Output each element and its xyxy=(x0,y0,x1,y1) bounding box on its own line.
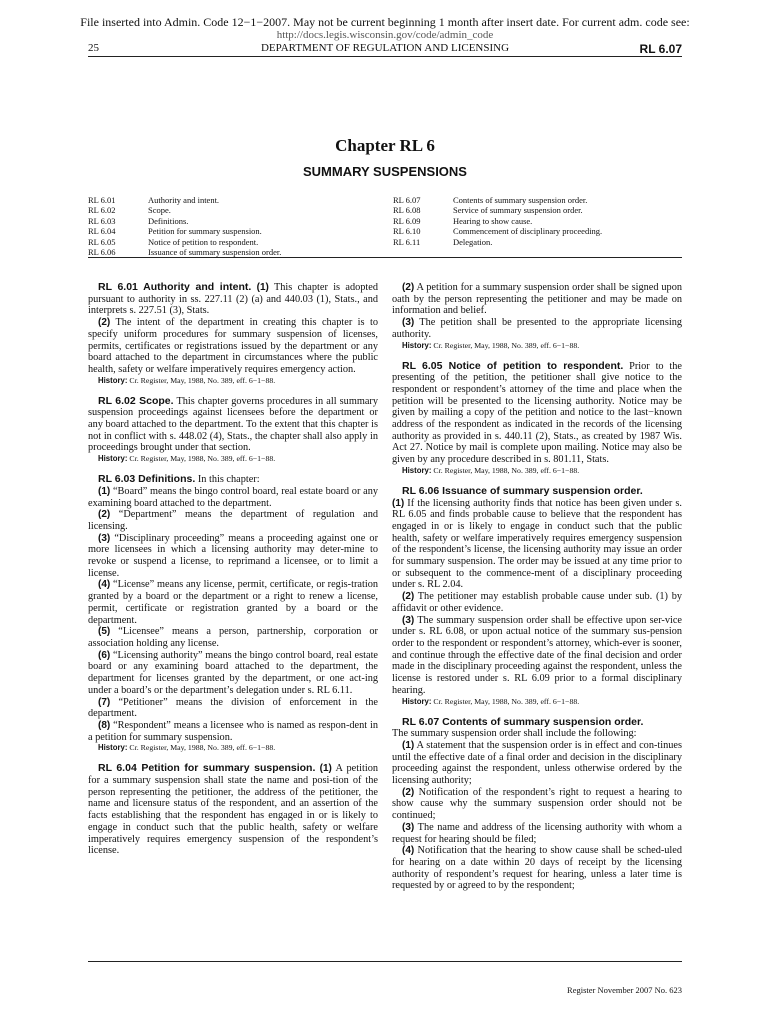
toc-row xyxy=(393,226,602,236)
running-section: RL 6.07 xyxy=(639,42,682,56)
order-content-item xyxy=(392,787,682,822)
section-heading: RL 6.01 Authority and intent. xyxy=(98,281,252,293)
sub-label: (1) xyxy=(319,763,332,775)
footer-divider xyxy=(88,961,682,962)
section-6-06-p2 xyxy=(392,591,682,614)
sub-label: (1) xyxy=(402,739,415,751)
history-label: History: xyxy=(402,696,432,706)
section-6-06-p1 xyxy=(392,498,682,592)
toc-row xyxy=(88,226,281,236)
toc-row xyxy=(88,216,281,226)
toc-title: Notice of petition to respondent. xyxy=(148,236,259,247)
chapter-title: Chapter RL 6 xyxy=(335,136,435,155)
history-label: History: xyxy=(402,465,432,475)
toc-row xyxy=(88,205,281,215)
history-note xyxy=(98,376,378,386)
sub-label: (2) xyxy=(402,591,415,603)
section-text: A petition for a summary suspension order shall be signed upon oath by the person representing the petitioner and may be made on information and belief. xyxy=(392,282,682,317)
section-6-04-p2 xyxy=(392,282,682,317)
toc-title: Delegation. xyxy=(453,236,493,247)
section-text: This chapter governs procedures in all summary suspension proceedings against licensees before the department or any board attached to the department. To the extent that this chapter is not in conflict with s. 448.02 (4), Stats., the chapter shall also apply in proceedings brought under that section. xyxy=(88,395,378,454)
definition-item xyxy=(88,486,378,509)
toc-row xyxy=(393,237,602,247)
item-text: A statement that the suspension order is in effect and con-tinues until the effective date of a final order and decision in the disciplinary proceeding against the respondent, unless otherwise ordered by the licensing authority; xyxy=(392,739,682,787)
sub-label: (3) xyxy=(402,614,415,626)
toc-title: Authority and intent. xyxy=(148,195,220,205)
toc-number: RL 6.11 xyxy=(393,236,421,247)
section-6-03-intro xyxy=(88,474,378,486)
section-6-06-heading xyxy=(392,486,682,498)
sub-label: (8) xyxy=(98,719,111,731)
definition-item xyxy=(88,533,378,580)
history-label: History: xyxy=(98,454,128,464)
toc-row xyxy=(393,205,602,215)
sub-label: (2) xyxy=(402,282,415,293)
section-heading: RL 6.05 Notice of petition to respondent. xyxy=(402,359,624,372)
toc-number: RL 6.03 xyxy=(88,215,116,226)
section-text: A petition for a summary suspension shall state the name and posi-tion of the person representing the petitioner, the address of the petitioner, the name and licensure status of the respondent, and an assertion of the facts establishing that the respondent has engaged in or is likely to engage in conduct such that the public health, safety or welfare imperatively requires emergency suspension of the respondent’s license. xyxy=(88,763,378,857)
history-note xyxy=(402,341,682,351)
toc-title: Definitions. xyxy=(148,215,189,226)
definition-text: “Department” means the department of regulation and licensing. xyxy=(88,509,378,532)
history-label: History: xyxy=(98,375,128,385)
section-text: The petition shall be presented to the appropriate licensing authority. xyxy=(392,317,682,340)
order-content-item xyxy=(392,822,682,845)
section-6-06-p3 xyxy=(392,615,682,697)
definition-text: “Respondent” means a licensee who is named as respon-dent in a petition for summary suspension. xyxy=(88,719,378,743)
toc-row xyxy=(88,237,281,247)
toc-number: RL 6.01 xyxy=(88,195,116,205)
toc-number: RL 6.09 xyxy=(393,215,421,226)
running-header xyxy=(88,42,682,57)
section-text: The petitioner may establish probable cause under sub. (1) by affidavit or other evidence. xyxy=(392,591,682,614)
toc-row xyxy=(88,247,281,257)
sub-label: (6) xyxy=(98,649,111,661)
item-text: Notification that the hearing to show cause shall be sched-uled for hearing on a date within 20 days of receipt by the licensing authority of respondent’s request for hearing, unless a later time is requested by or agreed to by the respondent; xyxy=(392,845,682,892)
sub-label: (1) xyxy=(392,497,405,509)
toc-title: Issuance of summary suspension order. xyxy=(148,247,282,258)
definition-text: “Petitioner” means the division of enforcement in the department. xyxy=(88,696,378,720)
sub-label: (2) xyxy=(98,317,111,329)
body-left-column xyxy=(88,282,378,857)
sub-label: (1) xyxy=(98,485,111,497)
page-number: 25 xyxy=(88,42,99,54)
history-note xyxy=(98,454,378,464)
definition-text: “License” means any license, permit, certificate, or regis-tration granted by a board or the department or a right to renew a license, permit, certificate or registration granted by a board or the department. xyxy=(88,579,378,626)
section-text: The summary suspension order shall be effective upon ser-vice under s. RL 6.08, or upon actual notice of the summary sus-pension order to the respondent or respondent’s attorney, which-ever is sooner, and continue through the effective date of the final decision and order made in the disciplinary proceeding against the respondent, unless the license is restored under s. RL 6.09 prior to a formal disciplinary hearing. xyxy=(392,614,682,696)
history-note xyxy=(402,466,682,476)
section-heading: RL 6.02 Scope. xyxy=(98,394,174,407)
history-text: Cr. Register, May, 1988, No. 389, eff. 6−1−88. xyxy=(127,743,276,753)
sub-label: (7) xyxy=(98,696,111,708)
register-footer: Register November 2007 No. 623 xyxy=(567,985,682,995)
department-name: DEPARTMENT OF REGULATION AND LICENSING xyxy=(260,42,510,54)
definition-item xyxy=(88,697,378,720)
section-text: Prior to the presenting of the petition, the petitioner shall give notice to the respondent or respondent’s attorney of the time and place when the petition will be presented to the licensing authority. Notice may be given by mailing a copy of the petition and notice to the last−known address of the respondent as indicated in the records of the licensing authority as provided in s. 440.11 (2), Stats., as created by 1987 Wis. Act 27. Notice by mail is complete upon mailing. Notice may also be given by any procedure described in s. 801.11, Stats. xyxy=(392,360,682,466)
definition-item xyxy=(88,509,378,532)
toc-number: RL 6.08 xyxy=(393,205,421,216)
toc-title: Petition for summary suspension. xyxy=(148,226,262,237)
history-text: Cr. Register, May, 1988, No. 389, eff. 6−1−88. xyxy=(431,696,580,706)
definition-item xyxy=(88,626,378,649)
section-heading: RL 6.07 Contents of summary suspension order. xyxy=(402,715,644,728)
section-6-01-p2 xyxy=(88,317,378,376)
toc-number: RL 6.10 xyxy=(393,226,421,237)
section-text: This chapter is adopted pursuant to authority in ss. 227.11 (2) (a) and 440.03 (1), Stats., and interprets s. 227.51 (3), Stats. xyxy=(88,282,378,317)
toc-title: Commencement of disciplinary proceeding. xyxy=(453,226,603,237)
toc-number: RL 6.02 xyxy=(88,205,116,216)
definition-item xyxy=(88,650,378,697)
definition-text: “Board” means the bingo control board, real estate board or any examining board attached to the department. xyxy=(88,485,378,509)
body-right-column xyxy=(392,282,682,892)
section-6-02 xyxy=(88,396,378,455)
item-text: The name and address of the licensing authority with whom a request for hearing should be filed; xyxy=(392,821,682,845)
item-text: Notification of the respondent’s right to request a hearing to show cause why the summary suspension order should not be continued; xyxy=(392,786,682,822)
toc-number: RL 6.06 xyxy=(88,247,116,258)
sub-label: (2) xyxy=(98,509,111,521)
history-label: History: xyxy=(402,340,432,350)
definition-text: “Licensing authority” means the bingo control board, real estate board or any examining board attached to the department, the department for licenses granted by the department, or one act-ing under a board’s or the department’s delegation under s. RL 6.11. xyxy=(88,649,378,696)
history-text: Cr. Register, May, 1988, No. 389, eff. 6−1−88. xyxy=(431,340,580,350)
section-6-07-heading xyxy=(392,717,682,729)
toc-title: Hearing to show cause. xyxy=(453,215,533,226)
section-6-05 xyxy=(392,361,682,466)
section-heading: RL 6.04 Petition for summary suspension. xyxy=(98,762,316,775)
toc-row xyxy=(393,216,602,226)
toc-title: Scope. xyxy=(148,205,171,216)
section-text: The intent of the department in creating this chapter is to specify uniform procedures for summary suspension of licenses, permits, certificates or registrations issued by the department or any board attached to the department in circumstances where the public health, safety or welfare imperatively requires emergency action. xyxy=(88,317,378,375)
history-note xyxy=(402,697,682,707)
insert-notice-text: File inserted into Admin. Code 12−1−2007. May not be current beginning 1 month after insert date. For current adm. code see: xyxy=(80,15,690,29)
section-heading: RL 6.03 Definitions. xyxy=(98,473,196,486)
order-content-item xyxy=(392,845,682,892)
section-6-04-p3 xyxy=(392,317,682,340)
definition-item xyxy=(88,720,378,743)
definition-text: “Disciplinary proceeding” means a proceeding against one or more licensees in which a licensing authority may deter-mine to revoke or suspend a license, to reprimand a licensee, or to limit a license. xyxy=(88,532,378,579)
definition-text: “Licensee” means a person, partnership, corporation or association holding any license. xyxy=(88,626,378,649)
insert-notice xyxy=(0,16,770,42)
sub-label: (3) xyxy=(402,317,415,329)
history-text: Cr. Register, May, 1988, No. 389, eff. 6−1−88. xyxy=(431,465,580,475)
toc-divider xyxy=(88,257,682,258)
toc-number: RL 6.05 xyxy=(88,236,116,247)
sub-label: (3) xyxy=(98,532,111,544)
history-note xyxy=(98,743,378,753)
toc-right-column xyxy=(393,195,602,247)
section-heading: RL 6.06 Issuance of summary suspension order. xyxy=(402,484,643,497)
toc-number: RL 6.07 xyxy=(393,195,421,205)
sub-label: (3) xyxy=(402,821,415,833)
order-content-item xyxy=(392,740,682,787)
sub-label: (5) xyxy=(98,626,111,638)
toc-left-column xyxy=(88,195,281,257)
section-6-07-intro: The summary suspension order shall include the following: xyxy=(392,728,637,740)
toc-title: Service of summary suspension order. xyxy=(453,205,583,216)
toc-title: Contents of summary suspension order. xyxy=(453,195,588,205)
history-label: History: xyxy=(98,743,128,753)
section-6-01-p1 xyxy=(88,282,378,317)
toc-number: RL 6.04 xyxy=(88,226,116,237)
chapter-subject: SUMMARY SUSPENSIONS xyxy=(303,164,467,179)
history-text: Cr. Register, May, 1988, No. 389, eff. 6−1−88. xyxy=(127,454,276,464)
toc-row xyxy=(393,195,602,205)
sub-label: (4) xyxy=(98,579,111,591)
sub-label: (4) xyxy=(402,845,415,857)
toc-row xyxy=(88,195,281,205)
admin-code-url[interactable]: http://docs.legis.wisconsin.gov/code/admin_code xyxy=(276,29,494,41)
section-6-04-p1 xyxy=(88,763,378,857)
history-text: Cr. Register, May, 1988, No. 389, eff. 6−1−88. xyxy=(127,375,276,385)
section-text: In this chapter: xyxy=(195,474,260,486)
definition-item xyxy=(88,579,378,626)
sub-label: (1) xyxy=(256,282,269,293)
sub-label: (2) xyxy=(402,786,415,798)
section-text: If the licensing authority finds that notice has been given under s. RL 6.05 and finds probable cause to believe that the respondent has engaged in or is likely to engage in conduct such that the public health, safety or welfare imperatively requires emergency suspension of the respondent’s license, the licensing authority may issue an order for summary suspension. The order may be issued at any time prior to or subsequent to the commence-ment of a disciplinary proceeding under s. RL 2.04. xyxy=(392,497,682,591)
